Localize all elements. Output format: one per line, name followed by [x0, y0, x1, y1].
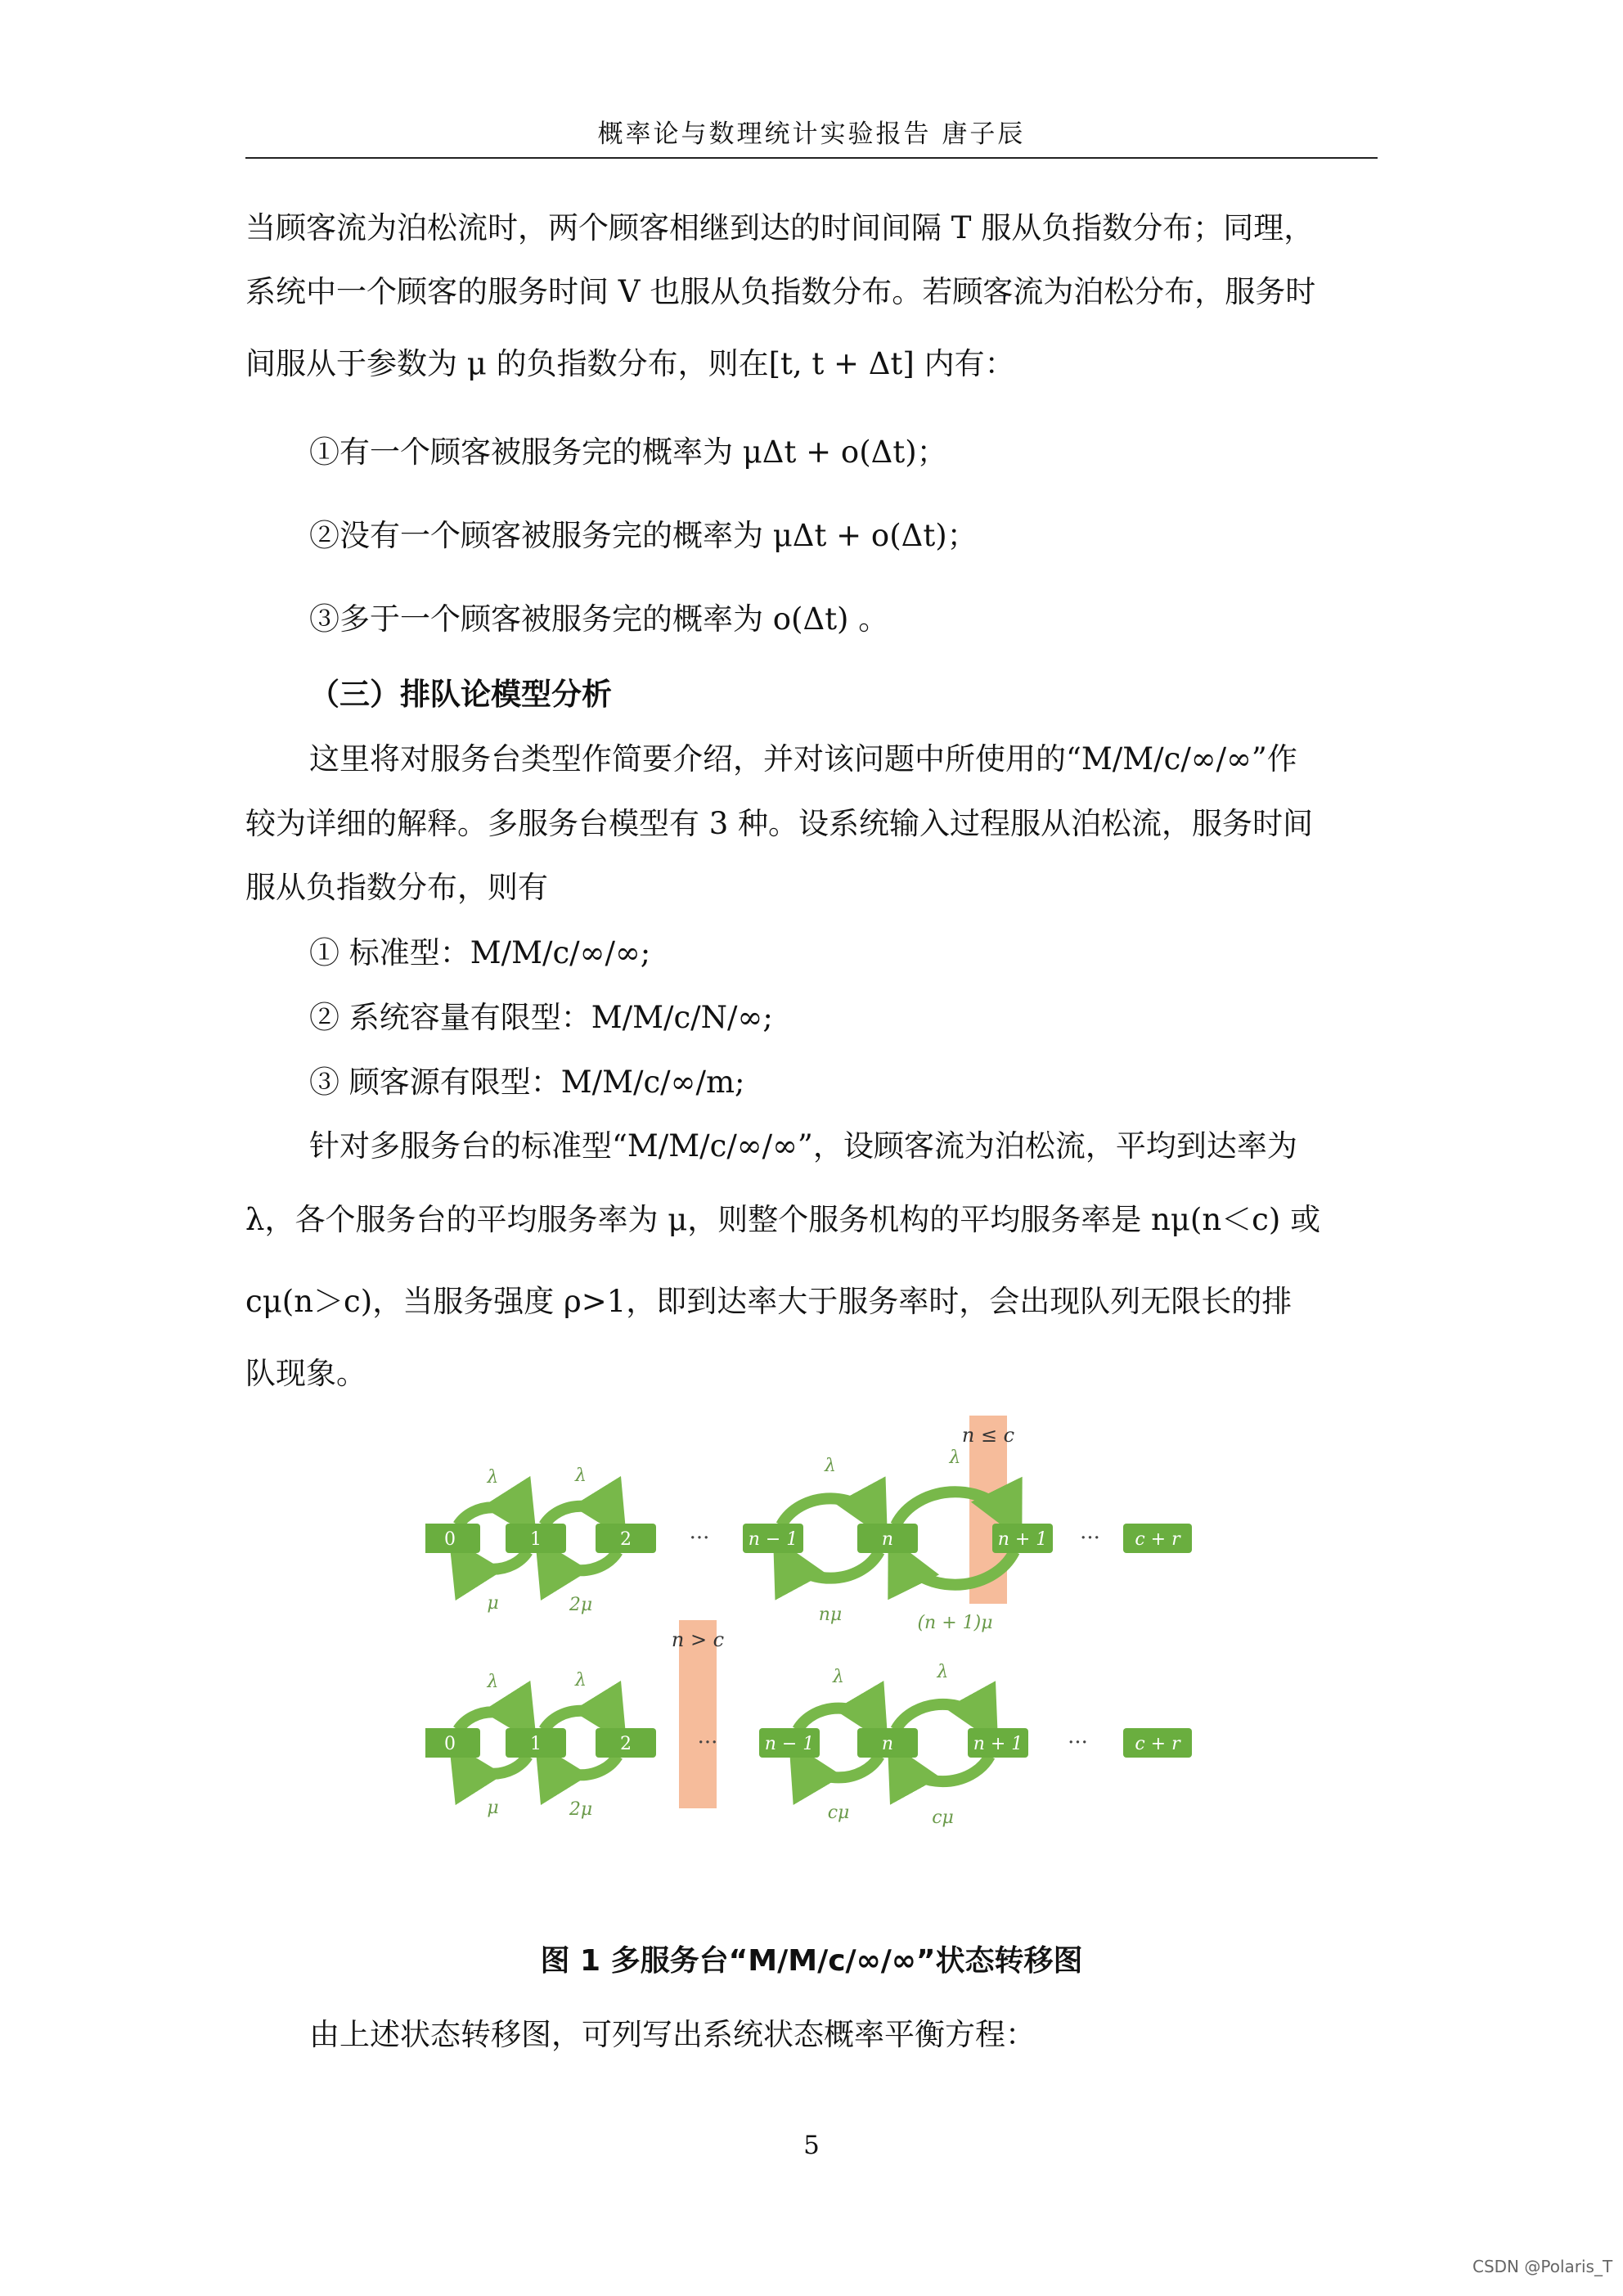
band-label: n > c: [671, 1628, 725, 1651]
page-number: 5: [803, 2131, 820, 2160]
service-rate-label: cμ: [932, 1808, 954, 1828]
section-heading: （三）排队论模型分析: [309, 677, 612, 712]
service-arc: [798, 1756, 879, 1777]
arrival-arc: [781, 1498, 879, 1525]
paragraph-line: 由上述状态转移图，可列写出系统状态概率平衡方程：: [309, 2017, 1036, 2052]
ellipsis: ···: [697, 1731, 718, 1755]
arrival-arc: [896, 1704, 990, 1730]
arrival-rate-label: λ: [833, 1667, 844, 1687]
diagram-row-1: [425, 1416, 1192, 1633]
state-label: c + r: [1135, 1529, 1180, 1550]
arrival-rate-label: λ: [937, 1662, 949, 1682]
service-arc: [544, 1756, 618, 1775]
paragraph-line: 服从负指数分布，则有: [245, 870, 548, 905]
arrival-rate-label: λ: [487, 1467, 499, 1488]
list-item: ③ 顾客源有限型：M/M/c/∞/m;: [309, 1065, 745, 1100]
service-rate-label: 2μ: [569, 1595, 593, 1615]
state-label: c + r: [1135, 1734, 1180, 1754]
arrival-arc: [544, 1506, 618, 1525]
arrival-arc: [458, 1507, 528, 1525]
arrival-arc: [798, 1708, 879, 1730]
ellipsis: ···: [1068, 1731, 1088, 1755]
paragraph-line: 间服从于参数为 μ 的负指数分布，则在[t, t + Δt] 内有：: [245, 346, 1015, 381]
service-rate-label: μ: [487, 1593, 499, 1614]
figure-caption: 图 1 多服务台“M/M/c/∞/∞”状态转移图: [540, 1944, 1083, 1978]
arrival-rate-label: λ: [575, 1670, 587, 1690]
state-label: n: [881, 1734, 894, 1754]
service-rate-label: cμ: [827, 1803, 850, 1823]
ellipsis: ···: [1080, 1526, 1100, 1551]
arrival-arc: [544, 1711, 618, 1730]
state-label: n − 1: [764, 1734, 815, 1754]
state-label: 2: [620, 1529, 632, 1550]
band-label: n ≤ c: [961, 1424, 1015, 1447]
arrival-rate-label: λ: [487, 1672, 499, 1692]
paragraph-line: 较为详细的解释。多服务台模型有 3 种。设系统输入过程服从泊松流，服务时间: [245, 806, 1314, 841]
service-rate-label: 2μ: [569, 1799, 593, 1820]
paragraph-line: λ，各个服务台的平均服务率为 μ，则整个服务机构的平均服务率是 nμ(n＜c) 或: [245, 1202, 1321, 1237]
list-item: ③多于一个顾客被服务完的概率为 o(Δt) 。: [309, 601, 889, 637]
running-header: 概率论与数理统计实验报告 唐子辰: [597, 119, 1026, 149]
arrival-rate-label: λ: [575, 1465, 587, 1486]
state-label: 0: [444, 1734, 456, 1754]
arrival-rate-label: λ: [825, 1456, 836, 1476]
list-item: ②没有一个顾客被服务完的概率为 μΔt + o(Δt)；: [309, 518, 978, 553]
service-arc: [458, 1551, 528, 1569]
state-label: 0: [444, 1529, 456, 1550]
service-rate-label: μ: [487, 1798, 499, 1818]
watermark: CSDN @Polaris_T: [1472, 2257, 1613, 2276]
state-label: n − 1: [748, 1529, 798, 1550]
list-item: ① 标准型：M/M/c/∞/∞;: [309, 935, 651, 970]
header-rule: [245, 157, 1378, 159]
service-arc: [544, 1551, 618, 1570]
state-label: 1: [530, 1734, 542, 1754]
state-label: 2: [620, 1734, 632, 1754]
service-rate-label: nμ: [818, 1605, 843, 1625]
service-arc: [896, 1756, 990, 1781]
paragraph-line: 这里将对服务台类型作简要介绍，并对该问题中所使用的“M/M/c/∞/∞”作: [309, 741, 1297, 777]
state-label: n + 1: [973, 1734, 1023, 1754]
service-arc: [781, 1551, 879, 1578]
state-label: n + 1: [997, 1529, 1048, 1550]
state-label: n: [881, 1529, 894, 1550]
state-label: 1: [530, 1529, 542, 1550]
paragraph-line: cμ(n＞c)，当服务强度 ρ>1，即到达率大于服务率时，会出现队列无限长的排: [245, 1284, 1293, 1319]
list-item: ② 系统容量有限型：M/M/c/N/∞;: [309, 1000, 773, 1035]
ellipsis: ···: [689, 1526, 710, 1551]
paragraph-line: 当顾客流为泊松流时，两个顾客相继到达的时间间隔 T 服从负指数分布；同理，: [245, 210, 1315, 245]
service-rate-label: (n + 1)μ: [917, 1613, 993, 1633]
service-arc: [458, 1756, 528, 1774]
paragraph-line: 针对多服务台的标准型“M/M/c/∞/∞”，设顾客流为泊松流，平均到达率为: [309, 1128, 1297, 1164]
list-item: ①有一个顾客被服务完的概率为 μΔt + o(Δt)；: [309, 434, 947, 470]
arrival-rate-label: λ: [949, 1447, 961, 1468]
diagram-row-2: [425, 1620, 1192, 1828]
paragraph-line: 系统中一个顾客的服务时间 V 也服从负指数分布。若顾客流为泊松分布，服务时: [245, 274, 1316, 309]
arrival-arc: [458, 1712, 528, 1730]
paragraph-line: 队现象。: [245, 1356, 366, 1391]
state-transition-diagram: [425, 1407, 1211, 1866]
